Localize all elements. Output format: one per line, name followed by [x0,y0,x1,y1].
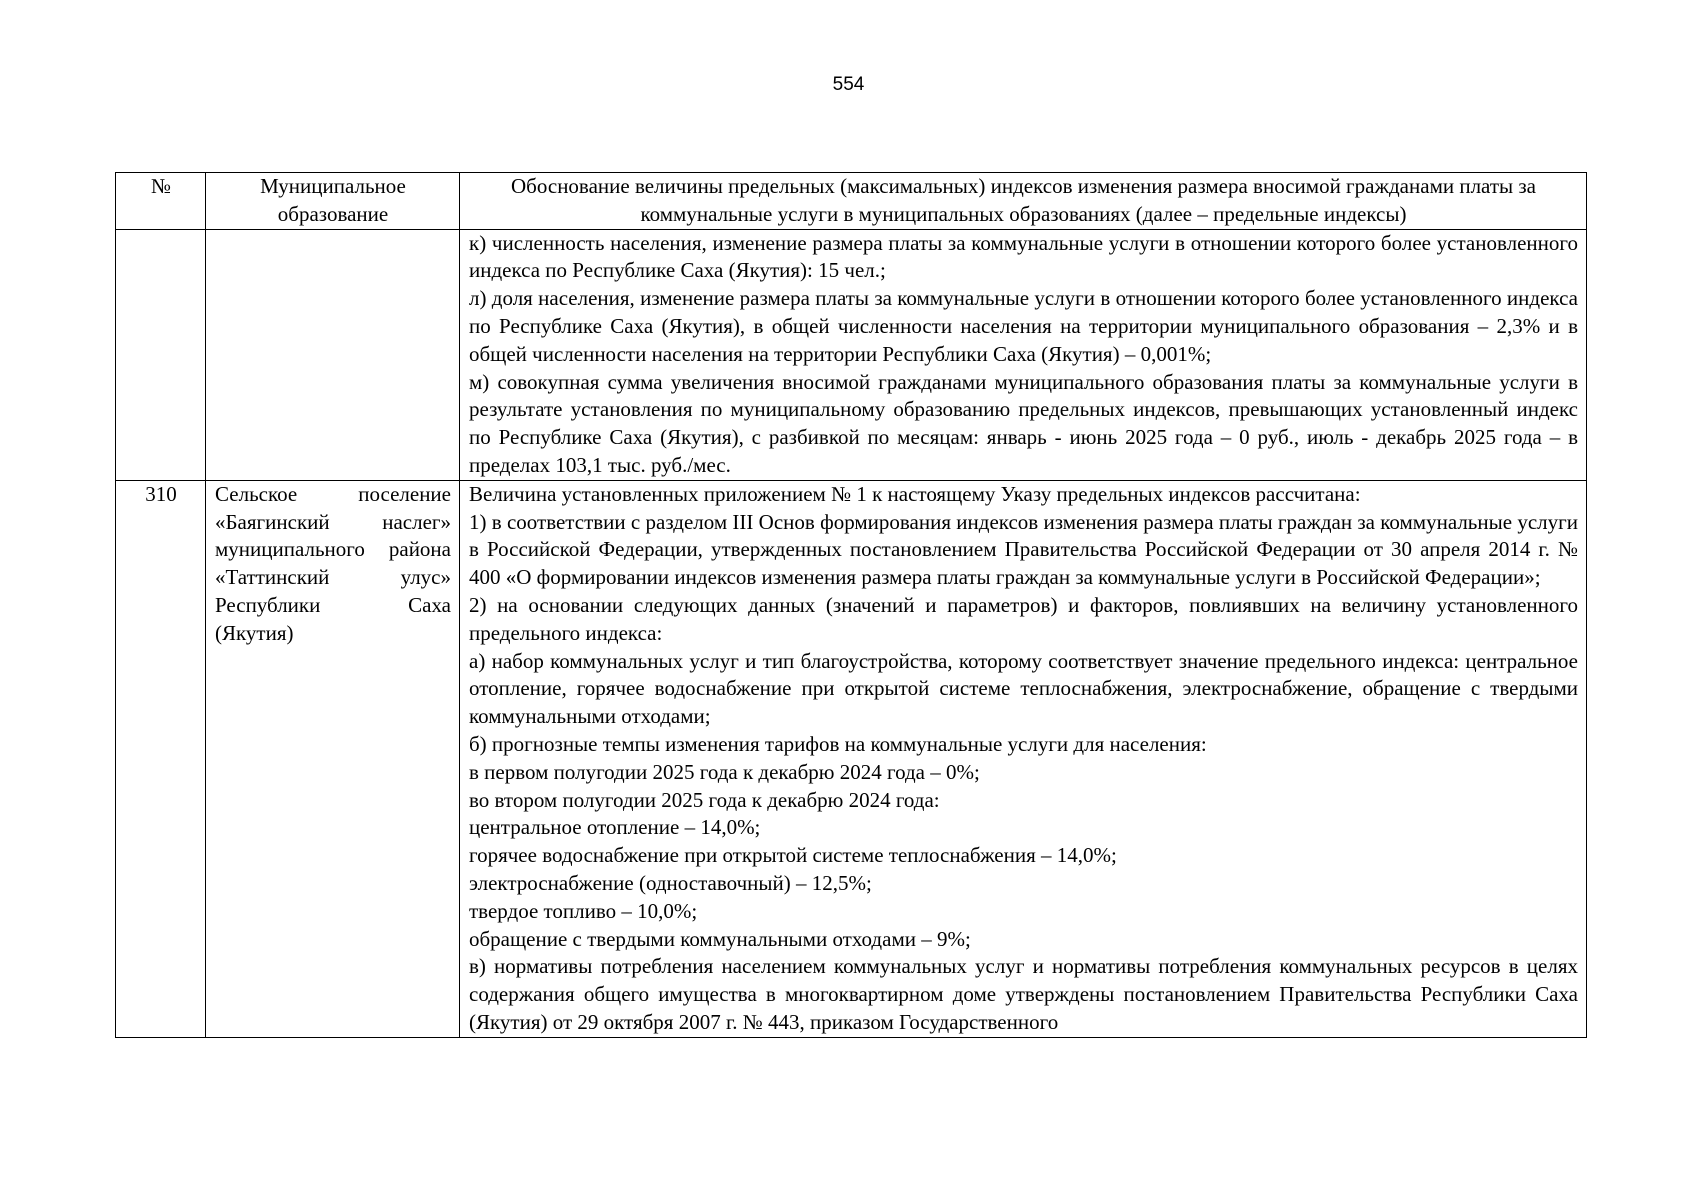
paragraph-b: б) прогнозные темпы изменения тарифов на коммунальные услуги для населения: [469,731,1207,756]
row-municipality [206,229,460,480]
row-number: 310 [116,480,206,1037]
tariff-solid-fuel: твердое топливо – 10,0%; [469,898,698,923]
row-justification [460,480,1587,1037]
row-justification [460,229,1587,480]
page-number: 554 [832,74,865,95]
tariff-hot-water: горячее водоснабжение при открытой системе теплоснабжения – 14,0%; [469,843,1117,868]
header-municipality: Муниципальное образование [206,173,460,230]
paragraph-k: к) численность населения, изменение размера платы за коммунальные услуги в отношении которого более установленного индекса по Республике Саха (Якутия): 15 чел.; [469,230,1578,283]
header-justification: Обоснование величины предельных (максимальных) индексов изменения размера вносимой гражданами платы за коммунальные услуги в муниципальных образованиях (далее – предельные индексы) [460,173,1587,230]
row-municipality: Сельское поселение «Баягинский наслег» муниципального района «Таттинский улус» Республики Саха (Якутия) [206,480,460,1037]
header-number: № [116,173,206,230]
paragraph-m: м) совокупная сумма увеличения вносимой гражданами муниципального образования платы за коммунальные услуги в результате установления по муниципальному образованию предельных индексов, превышающих установленный индекс по Республике Саха (Якутия), с разбивкой по месяцам: январь - июнь 2025 года – 0 руб., июль - декабрь 2025 года – в пределах 103,1 тыс. руб./мес. [469,369,1578,477]
paragraph-a: а) набор коммунальных услуг и тип благоустройства, которому соответствует значение предельного индекса: центральное отопление, горячее водоснабжение при открытой системе теплоснабжения, электроснабжение, обращение с твердыми коммунальными отходами; [469,648,1578,729]
tariff-electricity: электроснабжение (одноставочный) – 12,5%; [469,870,872,895]
paragraph-2: 2) на основании следующих данных (значений и параметров) и факторов, повлиявших на величину установленного предельного индекса: [469,592,1578,645]
paragraph-v: в) нормативы потребления населением коммунальных услуг и нормативы потребления коммунальных ресурсов в целях содержания общего имущества в многоквартирном доме утверждены постановлением Правительства Республики Саха (Якутия) от 29 октября 2007 г. № 443, приказом Государственного [469,954,1578,1034]
tariff-second-half: во втором полугодии 2025 года к декабрю 2024 года: [469,787,940,812]
tariff-index-table [115,172,1587,1038]
paragraph-1: 1) в соответствии с разделом III Основ формирования индексов изменения размера платы граждан за коммунальные услуги в Российской Федерации, утвержденных постановлением Правительства Российской Федерации от 30 апреля 2014 г. № 400 «О формировании индексов изменения размера платы граждан за коммунальные услуги в Российской Федерации»; [469,509,1578,590]
row-number [116,229,206,480]
tariff-first-half: в первом полугодии 2025 года к декабрю 2024 года – 0%; [469,759,980,784]
paragraph-intro: Величина установленных приложением № 1 к настоящему Указу предельных индексов рассчитана: [469,481,1361,506]
table-row [116,480,1587,1037]
tariff-heating: центральное отопление – 14,0%; [469,815,761,840]
paragraph-l: л) доля населения, изменение размера платы за коммунальные услуги в отношении которого более установленного индекса по Республике Саха (Якутия), в общей численности населения на территории муниципального образования – 2,3% и в общей численности населения на территории Республики Саха (Якутия) – 0,001%; [469,286,1578,366]
tariff-waste: обращение с твердыми коммунальными отходами – 9%; [469,926,971,951]
table-row [116,229,1587,480]
table-header-row [116,173,1587,230]
